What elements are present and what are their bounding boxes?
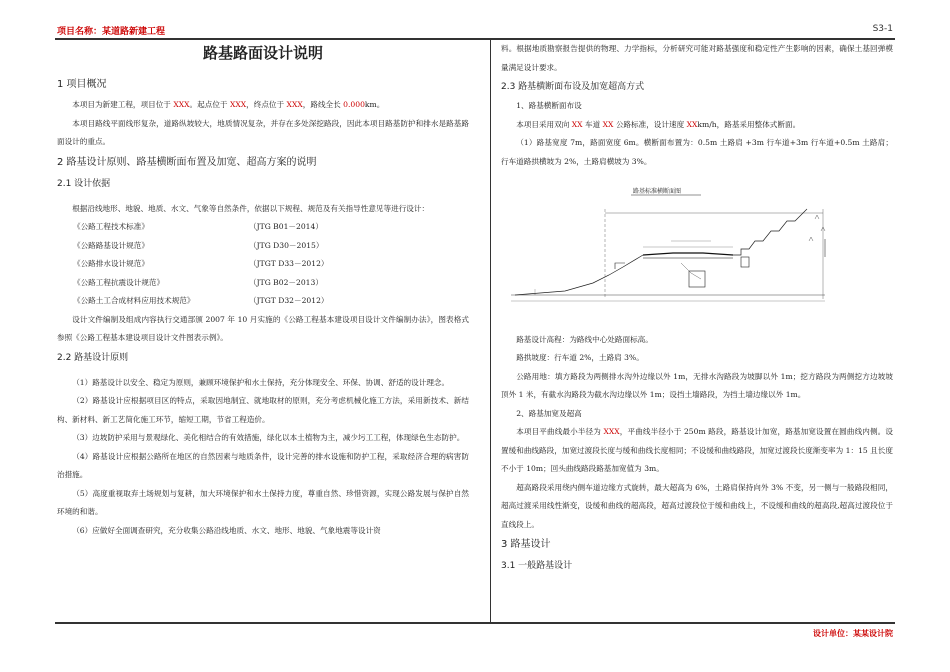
designer-label: 设计单位：某某设计院 [813,629,893,638]
section-2-3-heading: 2.3 路基横断面布设及加宽超高方式 [501,82,645,92]
page-title: 路基路面设计说明 [202,44,323,62]
section-3-1-heading: 3.1 一般路基设计 [501,561,573,571]
s21-paragraph-1: 根据沿线地形、地貌、地质、水文、气象等自然条件，依据以下规程、规范及有关指导性意见等进行设计： [72,203,430,213]
principle-item: （1）路基设计以安全、稳定为原则，兼顾环境保护和水土保持，充分体现安全、环保、协调、舒适的设计理念。 [72,377,450,387]
s23-paragraph-6: 本项目平曲线最小半径为 XXX，平曲线半径小于 250m 路段，路基设计加宽，路基加宽设置在圆曲线内侧。设置缓和曲线路段，加宽过渡段长度与缓和曲线长度相同；不设缓和曲线路段，加宽过渡段长度渐变率为 1：15 且长度不小于 10m；回头曲线路段路基加宽值为 3m。 [501,427,893,473]
s23-paragraph-2: （1）路基宽度 7m，路面宽度 6m。横断面布置为：0.5m 土路肩 +3m 行车道+3m 行车道+0.5m 土路肩；行车道路拱横坡为 2%，土路肩横坡为 3%。 [501,138,893,166]
section-1-heading: 1 项目概况 [57,79,107,90]
subsection-2-label: 2、路基加宽及超高 [516,408,582,418]
s1-paragraph-1: 本项目为新建工程，项目位于 XXX。起点位于 XXX，终点位于 XXX，路线全长 0.000km。 [72,100,385,109]
subsection-1-label: 1、路基横断面布设 [516,101,582,110]
reference-item: 《公路土工合成材料应用技术规范》 （JTGT D32－2012） [73,296,329,305]
s23-paragraph-3: 路基设计高程：为路线中心处路面标高。 [516,334,653,344]
section-2-heading: 2 路基设计原则、路基横断面布置及加宽、超高方案的说明 [57,156,317,168]
section-3-heading: 3 路基设计 [501,539,551,550]
s21-paragraph-2: 设计文件编制及组成内容执行交通部颁 2007 年 10 月实施的《公路工程基本建设项目设计文件编制办法》，图表格式参照《公路工程基本建设项目设计文件图表示例》。 [57,314,469,342]
s23-paragraph-7: 超高路段采用绕内侧车道边缘方式旋转，最大超高为 6%，土路肩保持向外 3% 不变，另一侧与一般路段相同，超高过渡采用线性渐变，设缓和曲线的超高段，超高过渡段位于缓和曲线上，不设缓和曲线的超高段,超高过渡段位于直线段上。 [501,482,893,529]
footer-rule [55,622,895,624]
reference-item: 《公路工程抗震设计规范》 （JTG B02－2013） [73,277,323,287]
principle-item: （5）高度重视取弃土场规划与复耕，加大环境保护和水土保持力度，尊重自然、珍惜资源，实现公路发展与保护自然环境的和谐。 [57,488,469,516]
continued-paragraph: 料。根据地质勘察报告提供的物理、力学指标，分析研究可能对路基强度和稳定性产生影响的因素，确保土基回弹模量满足设计要求。 [501,44,893,72]
figure-title: 路基标准横断面图 [633,188,682,195]
project-name-label: 项目名称：某道路新建工程 [57,27,166,37]
s23-paragraph-5: 公路用地：填方路段为两侧排水沟外边缘以外 1m，无排水沟路段为坡脚以外 1m；挖方路段为两侧挖方边坡坡顶外 1 米，有截水沟路段为截水沟边缘以外 1m；设挡土墙路段，为挡土墙边缘以外 1m。 [501,371,893,399]
reference-item: 《公路排水设计规范》 （JTGT D33－2012） [73,259,329,268]
principle-item: （2）路基设计应根据项目区的特点，采取因地制宜、就地取材的原则，充分考虑机械化施工方法，采用新技术、新结构、新材料、新工艺简化施工环节，缩短工期，节省工程造价。 [57,396,469,424]
s23-paragraph-1: 本项目采用双向 XX 车道 XX 公路标准，设计速度 XXkm/h，路基采用整体式断面。 [516,119,801,129]
s23-paragraph-4: 路拱坡度：行车道 2%，土路肩 3%。 [516,353,644,362]
section-2-1-heading: 2.1 设计依据 [57,178,111,189]
right-column [501,40,893,576]
column-divider [490,40,491,622]
principle-item: （3）边坡防护采用与景观绿化、美化相结合的有效措施，绿化以本土植物为主，减少圬工工程，体现绿色生态防护。 [72,433,465,442]
left-column [57,40,469,540]
principle-item: （4）路基设计应根据公路所在地区的自然因素与地质条件，设计完善的排水设施和防护工程，采取经济合理的病害防治措施。 [57,451,469,479]
cross-section-figure [505,179,845,319]
principle-item: （6）应做好全面调查研究，充分收集公路沿线地质、水文、地形、地貌、气象地震等设计资 [72,525,381,535]
reference-item: 《公路工程技术标准》 （JTG B01－2014） [73,222,323,231]
s1-paragraph-2: 本项目路线平面线形复杂，道路纵坡较大，地质情况复杂，并存在多处深挖路段，因此本项目路基防护和排水是路基路面设计的重点。 [57,118,469,146]
reference-item: 《公路路基设计规范》 （JTG D30－2015） [73,240,324,250]
sheet-number: S3-1 [872,24,893,34]
section-2-2-heading: 2.2 路基设计原则 [57,352,129,363]
